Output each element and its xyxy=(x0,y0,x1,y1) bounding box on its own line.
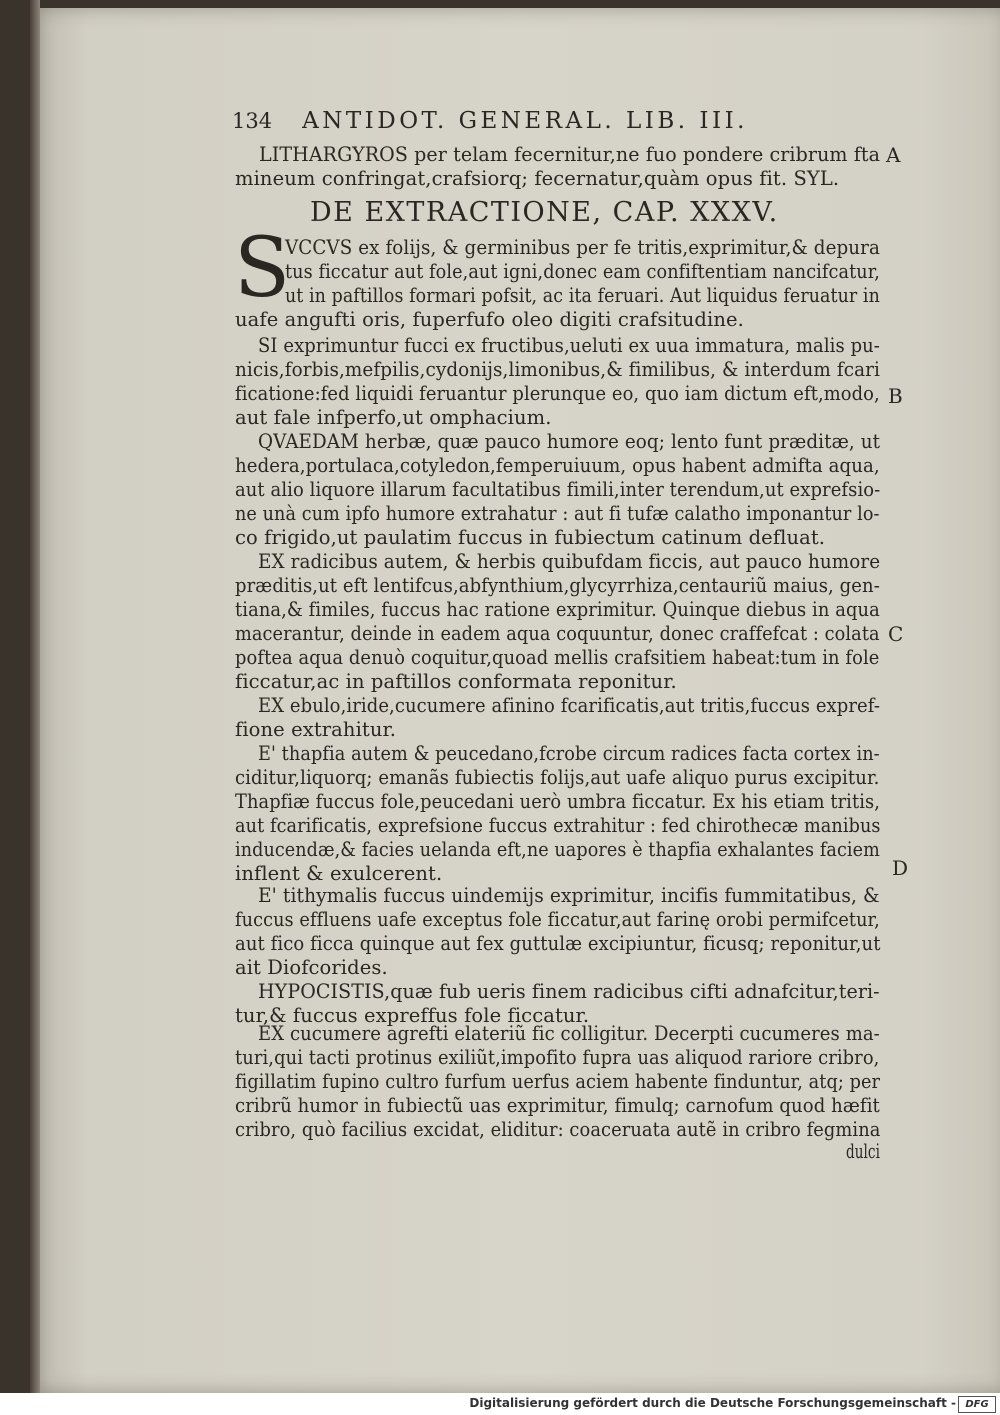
running-head xyxy=(232,108,748,134)
text-line: QVAEDAM herbæ, quæ pauco humore eoq; lento funt præditæ, ut xyxy=(258,430,881,453)
text-line: LITHARGYROS per telam fecernitur,ne fuo pondere cribrum fta xyxy=(259,143,881,166)
margin-letter-c: C xyxy=(888,622,904,646)
text-line: uafe angufti oris, fuperfufo oleo digiti crafsitudine. xyxy=(235,308,744,331)
footer-bar xyxy=(0,1393,1000,1415)
text-line: cribro, quò facilius excidat, eliditur: coaceruata autẽ in cribro fegmina xyxy=(235,1118,881,1141)
text-line: turi,qui tacti protinus exiliũt,impofito fupra uas aliquod rariore cribro, xyxy=(235,1046,880,1069)
text-line: EX ebulo,iride,cucumere afinino fcarificatis,aut tritis,fuccus expref- xyxy=(258,694,881,717)
page-number: 134 xyxy=(232,109,273,133)
text-line: aut fico ficca quinque aut fex guttulæ excipiuntur, ficusq; reponitur,ut xyxy=(235,932,881,955)
text-line: mineum confringat,crafsiorq; fecernatur,quàm opus fit. SYL. xyxy=(235,167,840,190)
text-line: ficcatur,ac in paftillos conformata reponitur. xyxy=(235,670,677,693)
text-line: Thapfiæ fuccus fole,peucedani uerò umbra ficcatur. Ex his etiam tritis, xyxy=(235,790,880,813)
margin-letter-a: A xyxy=(886,143,901,167)
text-line: E' tithymalis fuccus uindemijs exprimitur, incifis fummitatibus, & xyxy=(258,884,880,907)
text-line: E' thapfia autem & peucedano,fcrobe circum radices facta cortex in- xyxy=(258,742,880,765)
text-line: cribrũ humor in fubiectũ uas exprimitur, fimulq; carnofum quod hæfit xyxy=(235,1094,880,1117)
text-line: ut in paftillos formari pofsit, ac ita feruari. Aut liquidus feruatur in xyxy=(285,284,880,307)
text-line: figillatim fupino cultro furfum uerfus aciem habente finduntur, atq; per xyxy=(235,1070,881,1093)
text-line: co frigido,ut paulatim fuccus in fubiectum catinum defluat. xyxy=(235,526,826,549)
dfg-logo: DFG xyxy=(958,1396,996,1413)
text-line: fuccus effluens uafe exceptus fole ficcatur,aut farinę orobi permifcetur, xyxy=(235,908,880,931)
page-spine xyxy=(30,0,40,1393)
text-line: præditis,ut eft lentifcus,abfynthium,glycyrrhiza,centauriũ maius, gen- xyxy=(235,574,880,597)
text-line: tus ficcatur aut fole,aut igni,donec eam confiftentiam nancifcatur, xyxy=(285,260,880,283)
catchword: dulci xyxy=(846,1140,880,1163)
text-line: aut fcarificatis, exprefsione fuccus extrahitur : fed chirothecæ manibus xyxy=(235,814,881,837)
text-line: inflent & exulcerent. xyxy=(235,862,443,885)
text-line: fione extrahitur. xyxy=(235,718,397,741)
footer-credit-text: Digitalisierung gefördert durch die Deutsche Forschungsgemeinschaft - xyxy=(469,1396,956,1410)
text-line: tur,& fuccus expreffus fole ficcatur. xyxy=(235,1004,590,1027)
drop-cap: S xyxy=(234,221,291,316)
text-line: aut alio liquore illarum facultatibus fimili,inter terendum,ut exprefsio- xyxy=(235,478,881,501)
text-line: ait Diofcorides. xyxy=(235,956,388,979)
text-line: ciditur,liquorq; emanãs fubiectis folijs,aut uafe aliquo purus excipitur. xyxy=(235,766,880,789)
text-line: ficatione:fed liquidi feruantur plerunque eo, quo iam dictum eft,modo, xyxy=(235,382,880,405)
text-line: aut fale infperfo,ut omphacium. xyxy=(235,406,552,429)
text-line: macerantur, deinde in eadem aqua coquuntur, donec craffefcat : colata xyxy=(235,622,880,645)
text-line: EX radicibus autem, & herbis quibufdam ficcis, aut pauco humore xyxy=(258,550,881,573)
text-line: SI exprimuntur fucci ex fructibus,ueluti ex uua immatura, malis pu- xyxy=(258,334,880,357)
text-line: VCCVS ex folijs, & germinibus per fe tritis,exprimitur,& depura xyxy=(285,236,880,259)
text-line: nicis,forbis,mefpilis,cydonijs,limonibus,& fimilibus, & interdum fcari xyxy=(235,358,881,381)
text-line: HYPOCISTIS,quæ fub ueris finem radicibus cifti adnafcitur,teri- xyxy=(258,980,880,1003)
text-line: poftea aqua denuò coquitur,quoad mellis crafsitiem habeat:tum in fole xyxy=(235,646,880,669)
text-line: hedera,portulaca,cotyledon,femperuiuum, opus habent admifta aqua, xyxy=(235,454,880,477)
running-head-title: ANTIDOT. GENERAL. LIB. III. xyxy=(302,108,748,134)
text-line: inducendæ,& facies uelanda eft,ne uapores è thapfia exhalantes faciem xyxy=(235,838,880,861)
margin-letter-b: B xyxy=(888,384,903,408)
margin-letter-d: D xyxy=(892,856,909,880)
text-line: tiana,& fimiles, fuccus hac ratione exprimitur. Quinque diebus in aqua xyxy=(235,598,880,621)
text-line: EX cucumere agrefti elateriũ fic colligitur. Decerpti cucumeres ma- xyxy=(258,1022,880,1045)
text-line: ne unà cum ipfo humore extrahatur : aut fi tufæ calatho imponantur lo- xyxy=(235,502,880,525)
chapter-heading: DE EXTRACTIONE, CAP. XXXV. xyxy=(310,197,779,228)
